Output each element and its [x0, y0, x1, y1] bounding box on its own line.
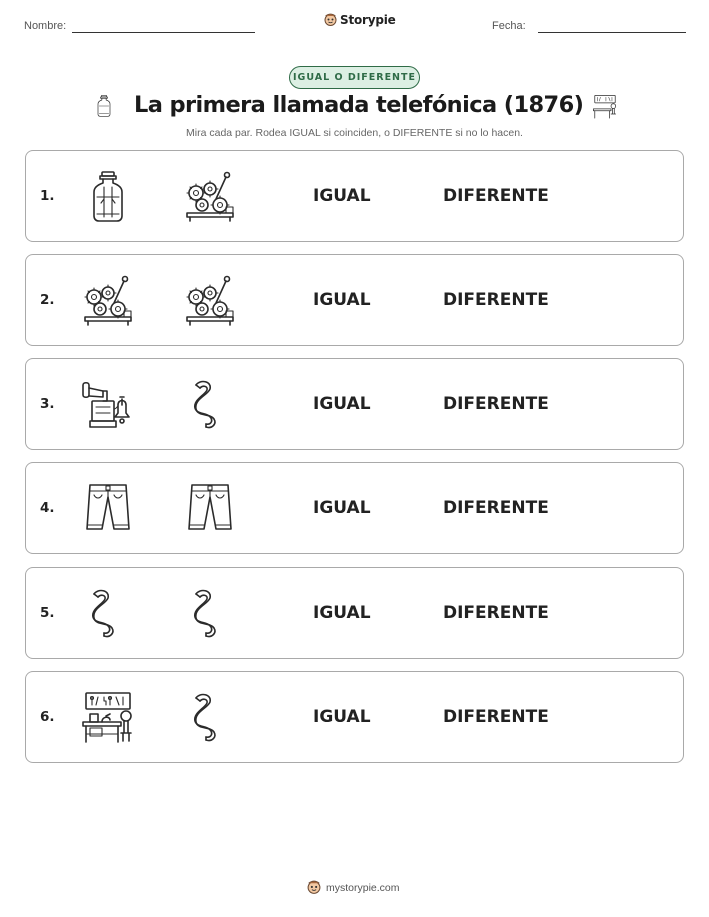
wire-icon [182, 377, 238, 433]
storypie-logo-icon [324, 13, 337, 27]
footer-url[interactable]: mystorypie.com [326, 881, 400, 894]
option-same[interactable]: IGUAL [313, 707, 371, 727]
title-block [0, 92, 709, 124]
date-field[interactable] [492, 20, 526, 32]
row-number: 3. [40, 396, 55, 412]
storypie-logo-icon [307, 880, 321, 895]
name-label: Nombre: [24, 20, 67, 32]
page-title: La primera llamada telefónica (1876) [134, 92, 584, 118]
exercise-row [25, 358, 684, 450]
telephone-bell-icon [80, 377, 136, 433]
date-label: Fecha: [492, 20, 526, 32]
option-different[interactable]: DIFERENTE [443, 603, 549, 623]
option-same[interactable]: IGUAL [313, 603, 371, 623]
acid-jar-icon [92, 94, 116, 118]
option-different[interactable]: DIFERENTE [443, 707, 549, 727]
name-line[interactable] [72, 32, 255, 33]
date-line[interactable] [538, 32, 686, 33]
exercise-row [25, 462, 684, 554]
brand-name: Storypie [340, 13, 396, 27]
trousers-icon [80, 481, 136, 537]
exercise-row [25, 671, 684, 763]
option-same[interactable]: IGUAL [313, 290, 371, 310]
instructions: Mira cada par. Rodea IGUAL si coinciden, o DIFERENTE si no lo hacen. [186, 127, 523, 139]
brand-logo [324, 13, 396, 27]
footer [307, 880, 400, 895]
trousers-icon [182, 481, 238, 537]
acid-jar-icon [80, 169, 136, 225]
option-different[interactable]: DIFERENTE [443, 186, 549, 206]
name-field[interactable] [24, 20, 66, 32]
exercise-row [25, 254, 684, 346]
exercise-row [25, 150, 684, 242]
workbench-icon [80, 690, 136, 746]
option-different[interactable]: DIFERENTE [443, 498, 549, 518]
gear-machine-icon [182, 169, 238, 225]
gear-machine-icon [80, 273, 136, 329]
wire-icon [182, 690, 238, 746]
option-same[interactable]: IGUAL [313, 498, 371, 518]
row-number: 5. [40, 605, 55, 621]
workbench-icon [590, 94, 620, 120]
exercise-row [25, 567, 684, 659]
row-number: 6. [40, 709, 55, 725]
gear-machine-icon [182, 273, 238, 329]
row-number: 1. [40, 188, 55, 204]
option-same[interactable]: IGUAL [313, 186, 371, 206]
option-different[interactable]: DIFERENTE [443, 290, 549, 310]
wire-icon [80, 586, 136, 642]
row-number: 4. [40, 500, 55, 516]
activity-badge: IGUAL O DIFERENTE [289, 66, 420, 89]
wire-icon [182, 586, 238, 642]
row-number: 2. [40, 292, 55, 308]
option-same[interactable]: IGUAL [313, 394, 371, 414]
option-different[interactable]: DIFERENTE [443, 394, 549, 414]
